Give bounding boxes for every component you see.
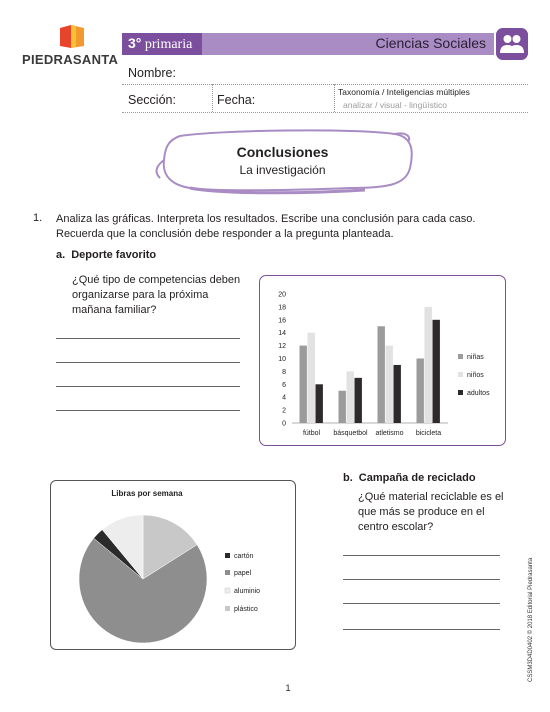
- y-tick-label: 10: [278, 356, 286, 363]
- part-b-prompt: ¿Qué material reciclable es el que más se produce en el centro escolar?: [358, 491, 504, 533]
- question-number: 1.: [33, 212, 43, 224]
- x-tick-label: básquetbol: [333, 430, 368, 437]
- part-b-heading: [343, 472, 476, 484]
- pie-chart: [51, 481, 295, 649]
- people-icon: [496, 28, 528, 60]
- part-b-letter: b.: [343, 472, 353, 484]
- seccion-label: Sección:: [128, 93, 176, 107]
- part-a-heading: [56, 249, 156, 261]
- x-tick-label: atletismo: [375, 430, 404, 437]
- nombre-line[interactable]: [122, 84, 528, 85]
- legend-swatch-niños: [458, 372, 463, 377]
- y-tick-label: 12: [278, 343, 286, 351]
- fecha-label: Fecha:: [217, 93, 256, 107]
- legend-label-cartón: cartón: [234, 553, 254, 560]
- field-separator: [334, 84, 335, 112]
- y-tick-label: 6: [282, 381, 286, 389]
- answer-line-a4[interactable]: [56, 410, 240, 411]
- taxonomy-label: Taxonomía / Inteligencias múltiples: [338, 87, 470, 97]
- legend-swatch-plástico: [225, 606, 230, 611]
- subject-title: Ciencias Sociales: [375, 35, 486, 51]
- legend-swatch-adultos: [458, 390, 463, 395]
- bar-niñas: [339, 391, 346, 423]
- grade-number: 3°: [128, 35, 142, 51]
- legend-label-adultos: adultos: [467, 390, 490, 397]
- legend-swatch-cartón: [225, 553, 230, 558]
- y-tick-label: 0: [282, 420, 286, 428]
- field-separator: [212, 84, 213, 112]
- y-tick-label: 8: [282, 368, 286, 376]
- bar-adultos: [316, 384, 323, 423]
- bar-niños: [308, 333, 315, 423]
- part-b-title: Campaña de reciclado: [358, 472, 476, 484]
- answer-line-a1[interactable]: [56, 338, 240, 339]
- y-tick-label: 2: [282, 407, 286, 415]
- answer-line-b3[interactable]: [343, 603, 500, 604]
- bar-niñas: [300, 346, 307, 423]
- legend-swatch-papel: [225, 570, 230, 575]
- bar-niños: [425, 307, 432, 423]
- y-tick-label: 4: [282, 394, 286, 402]
- grade-level: primaria: [144, 37, 193, 52]
- answer-line-b1[interactable]: [343, 555, 500, 556]
- bar-adultos: [433, 320, 440, 423]
- part-a-letter: a.: [56, 249, 66, 261]
- section-title: Conclusiones: [236, 144, 329, 160]
- legend-label-plástico: plástico: [234, 606, 258, 613]
- bar-niñas: [378, 326, 385, 423]
- header-bar: [122, 33, 494, 55]
- y-tick-label: 14: [278, 330, 286, 338]
- grade-label: [122, 33, 202, 55]
- x-tick-label: bicicleta: [415, 430, 442, 437]
- bar-niños: [386, 346, 393, 423]
- seccion-line[interactable]: [122, 112, 528, 113]
- answer-line-b4[interactable]: [343, 629, 500, 630]
- legend-swatch-niñas: [458, 354, 463, 359]
- page-number: 1: [285, 683, 291, 693]
- question-text: Analiza las gráficas. Interpreta los resultados. Escribe una conclusión para cada caso. Recuerda que la conclusión debe responder a la pregunta planteada.: [56, 213, 476, 240]
- bar-chart-frame: [259, 275, 506, 446]
- bar-chart: [260, 276, 504, 444]
- x-tick-label: fútbol: [302, 430, 321, 437]
- taxonomy-detail: analizar / visual - lingüístico: [343, 100, 447, 110]
- y-tick-label: 20: [278, 291, 286, 299]
- y-tick-label: 16: [278, 317, 286, 325]
- legend-swatch-aluminio: [225, 588, 230, 593]
- publisher-name: PIEDRASANTA: [22, 52, 119, 67]
- legend-label-niñas: niñas: [467, 354, 484, 361]
- section-subtitle: La investigación: [239, 163, 326, 177]
- legend-label-niños: niños: [467, 372, 484, 379]
- answer-line-a3[interactable]: [56, 386, 240, 387]
- legend-label-aluminio: aluminio: [234, 588, 261, 595]
- answer-line-a2[interactable]: [56, 362, 240, 363]
- bar-niñas: [417, 359, 424, 424]
- nombre-label: Nombre:: [128, 66, 176, 80]
- book-logo-icon: [58, 24, 86, 50]
- y-tick-label: 18: [278, 304, 286, 312]
- part-a-title: Deporte favorito: [71, 249, 157, 261]
- legend-label-papel: papel: [234, 570, 252, 577]
- bar-niños: [347, 371, 354, 423]
- bar-adultos: [394, 365, 401, 423]
- pie-title: Libras por semana: [111, 489, 183, 498]
- pie-chart-frame: [50, 480, 296, 650]
- bar-adultos: [355, 378, 362, 423]
- answer-line-b2[interactable]: [343, 579, 500, 580]
- part-a-prompt: ¿Qué tipo de competencias deben organizarse para la próxima mañana familiar?: [72, 274, 241, 316]
- copyright-code: CSSM3D4D0402 © 2018 Editorial Piedrasanta: [528, 557, 534, 682]
